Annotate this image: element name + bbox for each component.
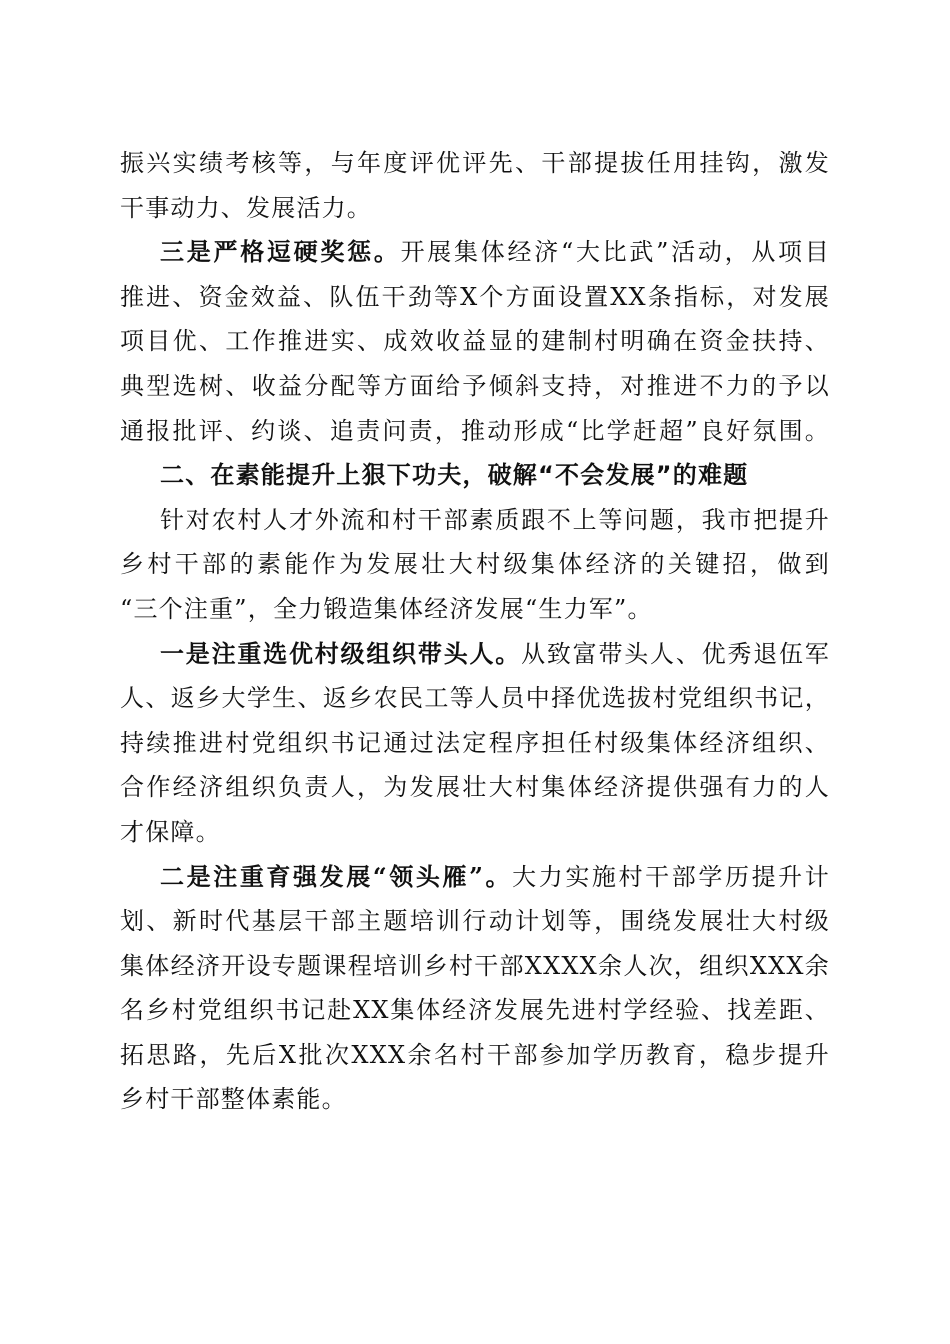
text-line: 振兴实绩考核等，与年度评优评先、干部提拔任用挂钩，激发 xyxy=(120,149,830,177)
text-line: 拓思路，先后X批次XXX余名村干部参加学历教育，稳步提升 xyxy=(120,1040,830,1069)
text-line: 人、返乡大学生、返乡农民工等人员中择优选拔村党组织书记， xyxy=(120,684,830,713)
text-line: 集体经济开设专题课程培训乡村干部XXXX余人次，组织XXX余 xyxy=(120,951,830,980)
text-line: 乡村干部的素能作为发展壮大村级集体经济的关键招，做到 xyxy=(120,550,830,579)
paragraph-lead: 二是注重育强发展“领头雁”。 xyxy=(160,861,513,891)
text-line: “三个注重”，全力锻造集体经济发展“生力军”。 xyxy=(120,594,653,623)
text-line xyxy=(120,230,830,275)
paragraph-lead: 一是注重选优村级组织带头人。 xyxy=(160,638,522,668)
text-line: 名乡村党组织书记赴XX集体经济发展先进村学经验、找差距、 xyxy=(120,996,830,1025)
text-line: 通报批评、约谈、追责问责，推动形成“比学赶超”良好氛围。 xyxy=(120,416,830,445)
text-line: 针对农村人才外流和村干部素质跟不上等问题，我市把提升 xyxy=(160,505,830,534)
text-line: 项目优、工作推进实、成效收益显的建制村明确在资金扶持、 xyxy=(120,327,830,356)
text-line: 合作经济组织负责人，为发展壮大村集体经济提供强有力的人 xyxy=(120,773,830,802)
text-line: 乡村干部整体素能。 xyxy=(120,1085,347,1114)
paragraph-lead: 三是严格逗硬奖惩。 xyxy=(160,237,401,267)
text-run: 大力实施村干部学历提升计 xyxy=(512,862,830,891)
text-line: 推进、资金效益、队伍干劲等X个方面设置XX条指标，对发展 xyxy=(120,282,830,311)
text-line: 划、新时代基层干部主题培训行动计划等，围绕发展壮大村级 xyxy=(120,907,830,936)
text-line: 干事动力、发展活力。 xyxy=(120,193,372,222)
text-run: 开展集体经济“大比武”活动，从项目 xyxy=(400,238,830,267)
text-line xyxy=(120,855,830,900)
text-run: 从致富带头人、优秀退伍军 xyxy=(521,639,830,668)
text-line: 典型选树、收益分配等方面给予倾斜支持，对推进不力的予以 xyxy=(120,371,830,400)
document-page xyxy=(120,141,830,1122)
text-line: 才保障。 xyxy=(120,817,221,846)
section-heading: 二、在素能提升上狠下功夫，破解“不会发展”的难题 xyxy=(160,461,749,490)
text-line: 持续推进村党组织书记通过法定程序担任村级集体经济组织、 xyxy=(120,728,830,757)
text-line xyxy=(120,632,830,677)
